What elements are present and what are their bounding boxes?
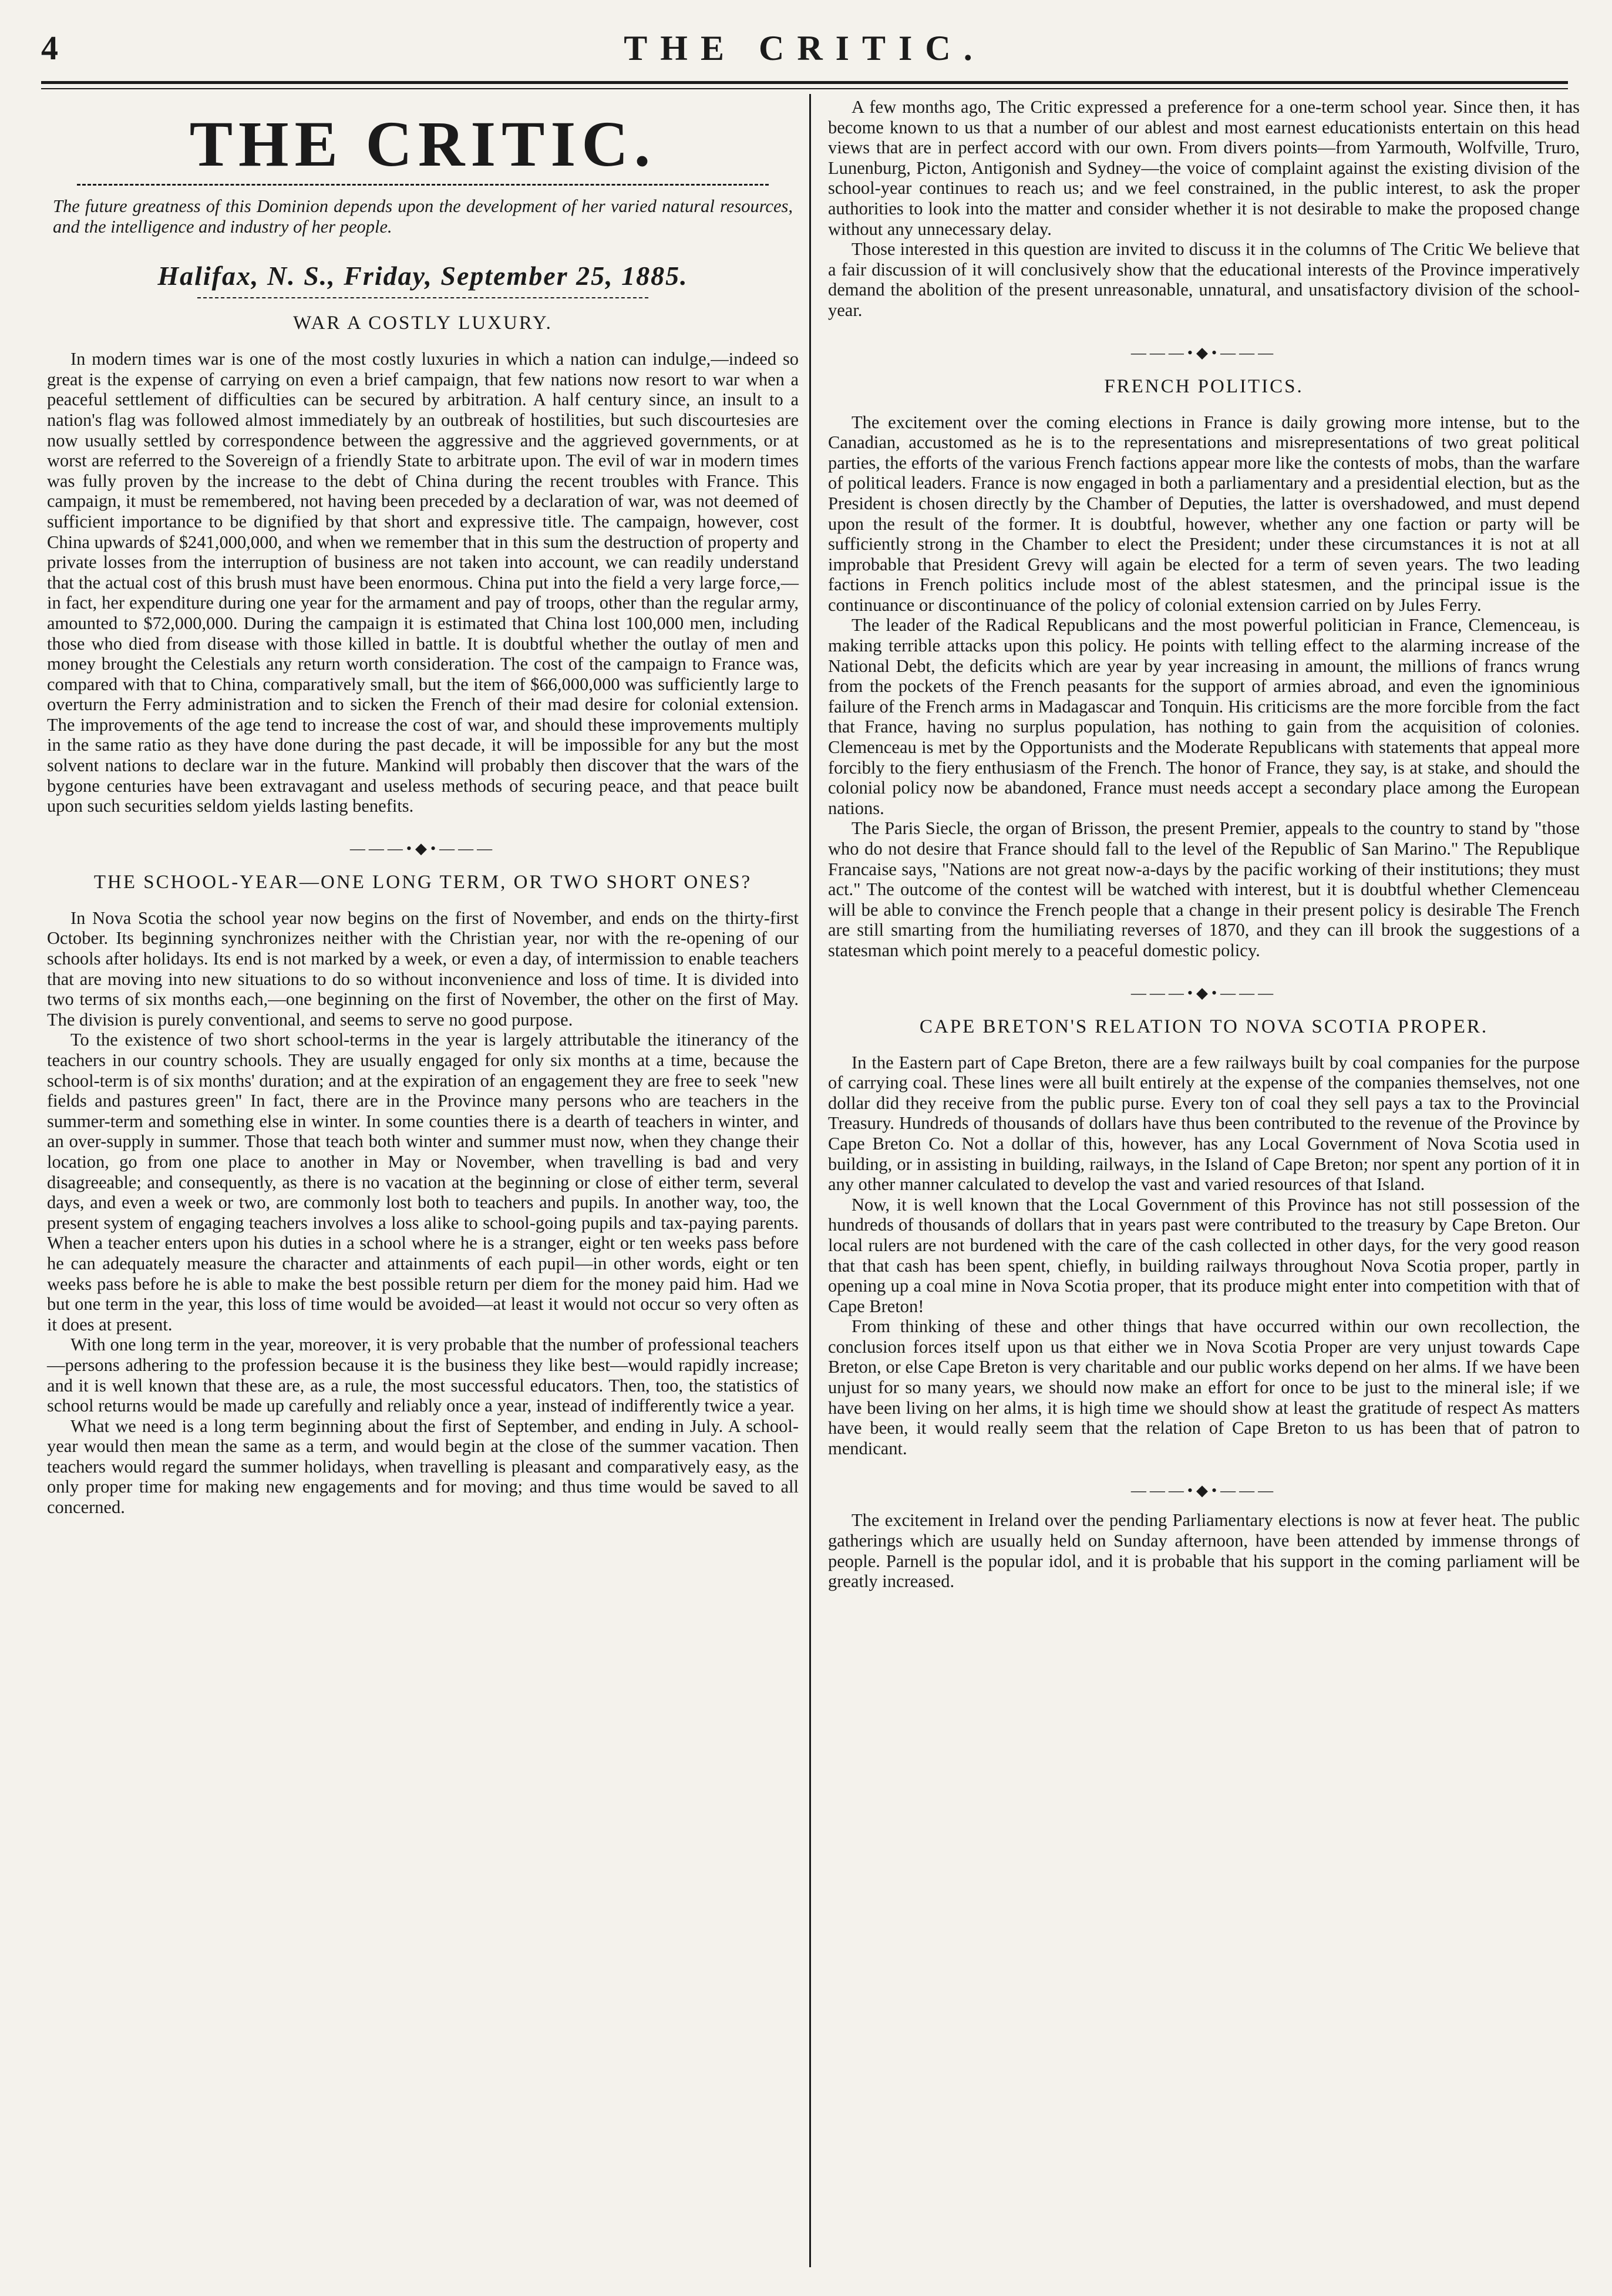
dateline: Halifax, N. S., Friday, September 25, 1885. (157, 261, 688, 291)
article-paragraph: Now, it is well known that the Local Government of this Province has not still possession of the hundreds of thousands of dollars that in years past were contributed to the treasury by Cape Breton. Our local rulers are not burdened with the care of the cash collected in other days, for the very good reason that that cash has been spent, chiefly, in building railways throughout Nova Scotia proper, partly in opening up a coal mine in Nova Scotia proper, that its produce might enter into competition with that of Cape Breton! (828, 1194, 1580, 1316)
article-paragraph: A few months ago, The Critic expressed a preference for a one-term school year. Since then, it has become known to us that a number of our ablest and most earnest educationists entertain on this head views that are in perfect accord with our own. From divers points—from Yarmouth, Wolfville, Truro, Lunenburg, Picton, Antigonish and Sydney—the voice of complaint against the existing division of the school-year continues to reach us; and we feel constrained, in the public interest, to ask the proper authorities to look into the matter and consider whether it is not desirable to make the proposed change without any unnecessary delay. (828, 97, 1580, 239)
article-ireland (828, 1510, 1580, 1591)
article-paragraph: To the existence of two short school-terms in the year is largely attributable the itinerancy of the teachers in our country schools. They are usually engaged for only six months at a time, because the school-term is of six months' duration; and at the expiration of an engagement they are free to seek "new fields and pastures green" In fact, there are in the Province many persons who are teachers in the summer-term and something else in winter. In some counties there is a dearth of teachers in winter, and an over-supply in summer. Those that teach both winter and summer must now, when they change their location, go from one place to another in May or November, when travelling is bad and very disagreeable; and consequently, as there is no vacation at the beginning or close of either term, several days, and even a week or two, are commonly lost both to teachers and pupils. In another way, too, the present system of engaging teachers involves a loss alike to school-going pupils and tax-paying parents. When a teacher enters upon his duties in a school where he is a stranger, eight or ten weeks pass before he can adequately measure the character and attainments of each pupil—in other words, eight or ten weeks pass before he is able to make the best possible return per diem for the money paid him. Had we but one term in the year, this loss of time would be avoided—at least it would not occur so very often as it does at present. (47, 1030, 799, 1334)
article-title: FRENCH POLITICS. (1104, 375, 1304, 397)
article-paragraph: With one long term in the year, moreover, it is very probable that the number of professional teachers—persons adhering to the profession because it is the business they like best—would rapidly increase; and it is well known that these are, as a rule, the most successful educators. Then, too, the statistics of school returns would be made up carefully and reliably once a year, instead of indifferently twice a year. (47, 1334, 799, 1416)
article-paragraph: The leader of the Radical Republicans and the most powerful politician in France, Clemenceau, is making terrible attacks upon this policy. He points with telling effect to the alarming increase of the National Debt, the deficits which are year by year increasing in amount, the millions of francs wrung from the pockets of the French peasants for the support of armies abroad, and even the ignominious failure of the French arms in Madagascar and Tonquin. His criticisms are the more forcible from the fact that France, having no surplus population, has nothing to gain from the acquisition of colonies. Clemenceau is met by the Opportunists and the Moderate Republicans with statements that appeal more forcibly to the fiery enthusiasm of the French. The honor of France, they say, is at stake, and should the colonial policy now be abandoned, France must needs accept a secondary place among the European nations. (828, 615, 1580, 818)
running-title: THE CRITIC. (624, 29, 985, 68)
section-ornament: ———•◆•——— (1130, 984, 1277, 1001)
article-paragraph: What we need is a long term beginning about the first of September, and ending in July. A school-year would then mean the same as a term, and would begin at the close of the summer vacation. Then teachers would regard the summer holidays, when travelling is pleasant and comparatively easy, as the only proper time for making new engagements and for moving; and thus time would be saved to all concerned. (47, 1416, 799, 1518)
dateline-rule (197, 297, 648, 298)
article-school-year (47, 870, 799, 1518)
section-ornament: ———•◆•——— (1130, 1482, 1277, 1500)
page-number: 4 (41, 29, 58, 67)
article-paragraph: From thinking of these and other things that have occurred within our own recollection, the conclusion forces itself upon us that either we in Nova Scotia Proper are very unjust towards Cape Breton, or else Cape Breton is very charitable and our public works depend on her alms. If we have been unjust for so many years, we should now make an effort for once to be just to the mineral isle; if we have been living on her alms, it is high time we should show at least the gratitude of respect As matters have been, it would really seem that the relation of Cape Breton to us has been that of patron to mendicant. (828, 1316, 1580, 1458)
article-paragraph: The excitement in Ireland over the pending Parliamentary elections is now at fever heat. The public gatherings which are usually held on Sunday afternoon, have been attended by immense throngs of people. Parnell is the popular idol, and it is probable that his support in the coming parliament will be greatly increased. (828, 1510, 1580, 1592)
masthead-title: THE CRITIC. (189, 108, 657, 180)
article-paragraph: In Nova Scotia the school year now begins on the first of November, and ends on the thirty-first October. Its beginning synchronizes neither with the Christian year, nor with the re-opening of our schools after holidays. Its end is not marked by a week, or even a day, of intermission to enable teachers that are moving into new situations to do so without inconvenience and loss of time. It is divided into two terms of six months each,—one beginning on the first of November, the other on the first of May. The division is purely conventional, and seems to serve no good purpose. (47, 907, 799, 1030)
article-paragraph: The excitement over the coming elections in France is daily growing more intense, but to the Canadian, accustomed as he is to the representations and misrepresentations of two great political parties, the efforts of the various French factions appear more like the contests of mobs, than the warfare of political leaders. France is now engaged in both a parliamentary and a presidential election, but as the President is chosen directly by the Chamber of Deputies, the latter is overshadowed, and must depend upon the result of the former. It is doubtful, however, whether any one faction or party will be sufficiently strong in the Chamber to elect the President; under these circumstances it is not at all improbable that President Grevy will again be elected for a term of seven years. The two leading factions in French politics include most of the ablest statesmen, and the principal issue is the continuance or discontinuance of the policy of colonial extension carried on by Jules Ferry. (828, 412, 1580, 615)
article-title: THE SCHOOL-YEAR—ONE LONG TERM, OR TWO SHORT ONES? (93, 871, 752, 893)
article-war-a-costly-luxury (47, 311, 799, 816)
article-cape-breton (828, 1015, 1580, 1459)
left-column (47, 97, 799, 1518)
article-french-politics (828, 375, 1580, 961)
header-rule-thin (41, 88, 1568, 89)
article-title: CAPE BRETON'S RELATION TO NOVA SCOTIA PROPER. (919, 1016, 1489, 1037)
article-school-year-continued (828, 97, 1580, 321)
masthead-rule (77, 184, 769, 186)
running-head (41, 28, 1568, 75)
header-rule (41, 81, 1568, 84)
article-title: WAR A COSTLY LUXURY. (293, 312, 553, 334)
article-paragraph: In modern times war is one of the most costly luxuries in which a nation can indulge,—indeed so great is the expense of carrying on even a brief campaign, that few nations now resort to war when a peaceful settlement of difficulties can be secured by arbitration. A half century since, an insult to a nation's flag was followed almost immediately by an outbreak of hostilities, but such discourtesies are now usually settled by correspondence between the aggressive and the aggrieved governments, or at worst are referred to the Sovereign of a friendly State to arbitrate upon. The evil of war in modern times was fully proven by the increase to the debt of China during the recent troubles with France. This campaign, it must be remembered, not having been preceded by a declaration of war, was not deemed of sufficient importance to be dignified by that short and expressive title. The campaign, however, cost China upwards of $241,000,000, and when we remember that in this sum the destruction of property and private losses from the interruption of business are not taken into account, we can readily understand that the actual cost of this brush must have been enormous. China put into the field a very large force,—in fact, her expenditure during one year for the armament and pay of troops, other than the regular army, amounted to $72,000,000. During the campaign it is estimated that China lost 100,000 men, including those who died from disease with those killed in battle. It is doubtful whether the outlay of men and money brought the Celestials any return worth consideration. The cost of the campaign to France was, compared with that to China, comparatively small, but the item of $66,000,000 was sufficiently large to overturn the Ferry administration and to sicken the French of their mad desire for colonial extension. The improvements of the age tend to increase the cost of war, and should these improvements multiply in the same ratio as they have done during the past decade, it will be impossible for any but the most solvent nations to declare war in the future. Mankind will probably then discover that the wars of the bygone centuries have been extravagant and useless methods of securing peace, and that peace built upon such securities seldom yields lasting benefits. (47, 349, 799, 816)
column-divider (809, 94, 811, 2267)
right-column (828, 97, 1580, 1592)
article-paragraph: In the Eastern part of Cape Breton, there are a few railways built by coal companies for the purpose of carrying coal. These lines were all built entirely at the expense of the companies themselves, not one dollar did they receive from the public purse. Every ton of coal they sell pays a tax to the Provincial Treasury. Hundreds of thousands of dollars have thus been contributed to the revenue of the Province by Cape Breton Co. Not a dollar of this, however, has any Local Government of Nova Scotia used in building, or in assisting in building, railways, in the Island of Cape Breton; nor spent any portion of it in any other manner calculated to develop the vast and varied resources of that Island. (828, 1052, 1580, 1195)
section-ornament: ———•◆•——— (1130, 344, 1277, 361)
masthead-motto: The future greatness of this Dominion depends upon the development of her varied natural resources, and the intelligence and industry of her people. (53, 196, 793, 237)
article-paragraph: The Paris Siecle, the organ of Brisson, the present Premier, appeals to the country to stand by "those who do not desire that France should fall to the level of the Republic of San Marino." The Republique Francaise says, "Nations are not great now-a-days by the pacific working of their institutions; they must act." The outcome of the contest will be watched with interest, but it is doubtful whether Clemenceau will be able to convince the French people that a change in their present policy is desirable The French are still smarting from the humiliating reverses of 1870, and they can ill brook the suggestions of a statesman which point merely to a peaceful domestic policy. (828, 818, 1580, 960)
article-paragraph: Those interested in this question are invited to discuss it in the columns of The Critic We believe that a fair discussion of it will conclusively show that the educational interests of the Province imperatively demand the abolition of the present unreasonable, unnatural, and unsatisfactory division of the school-year. (828, 239, 1580, 320)
section-ornament: ———•◆•——— (349, 839, 496, 857)
